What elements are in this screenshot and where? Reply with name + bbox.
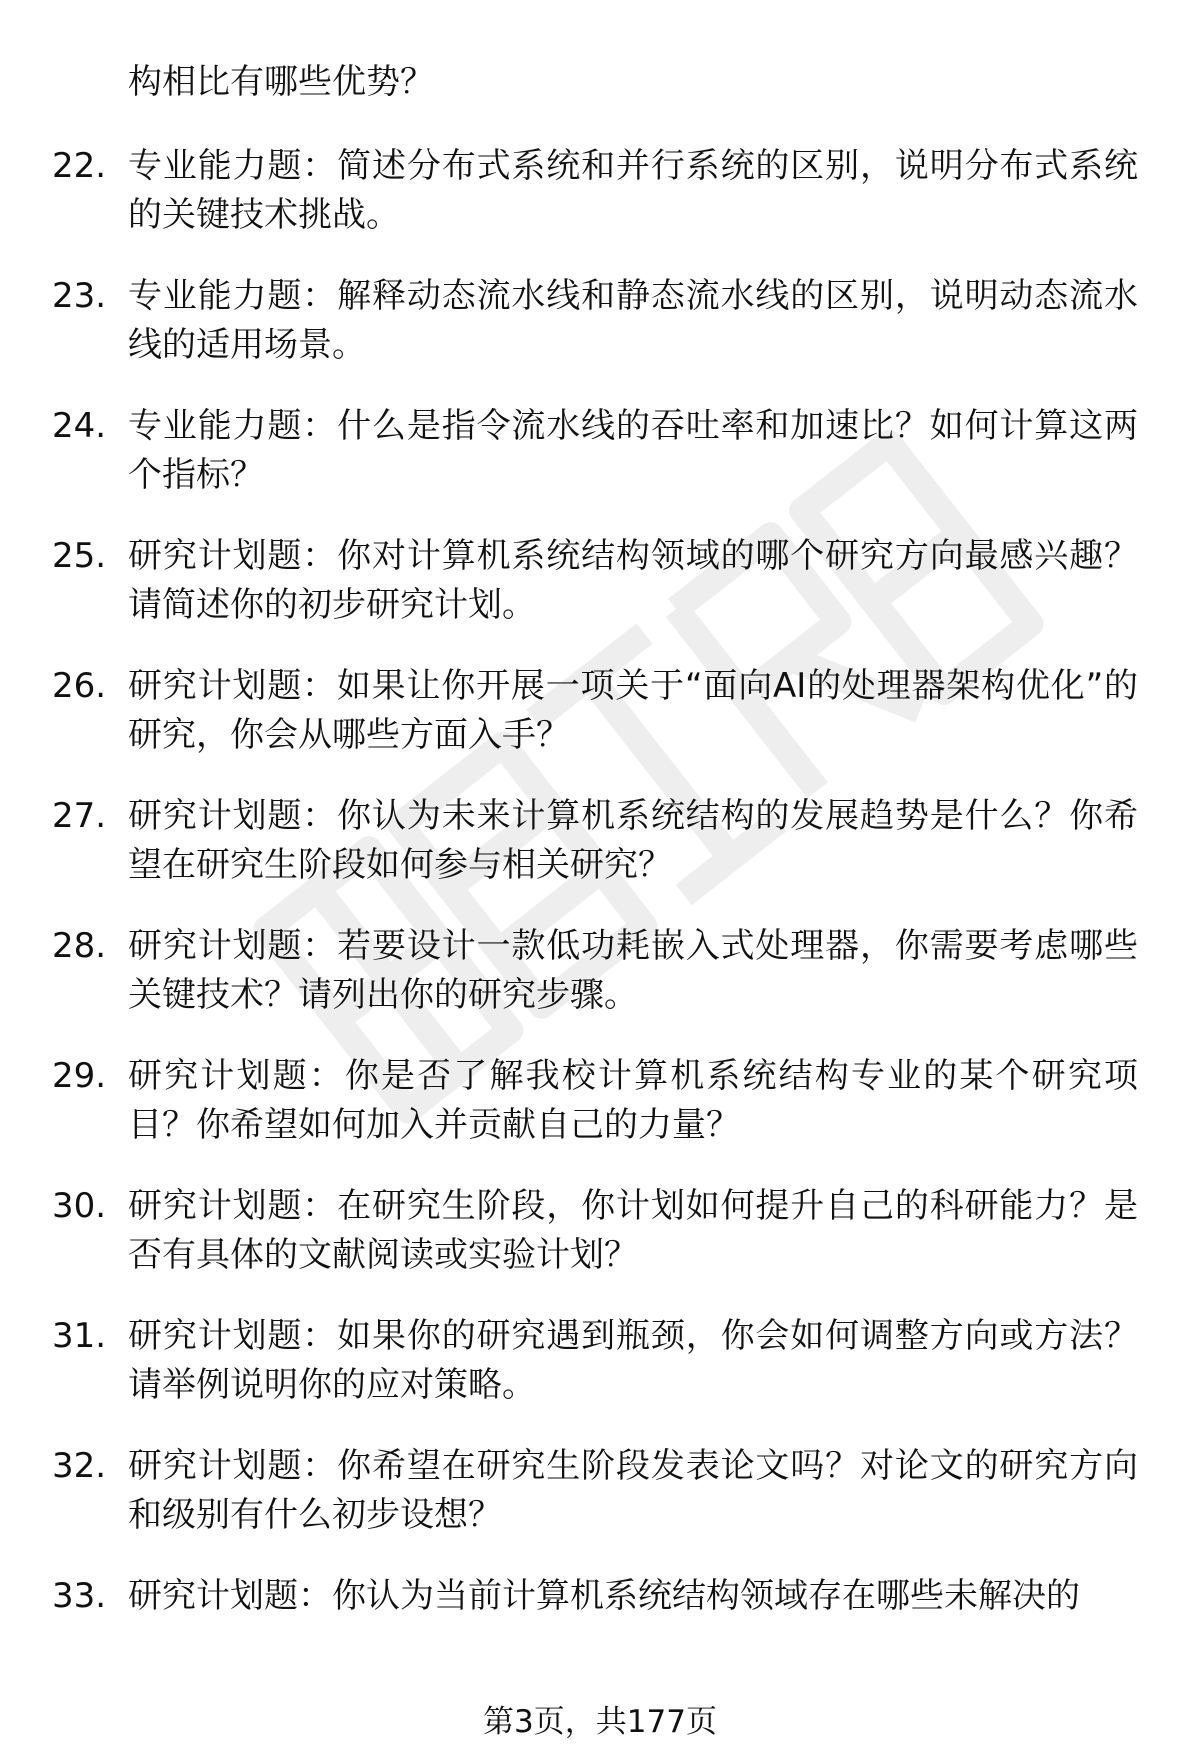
question-number: 28. <box>52 926 107 966</box>
question-item <box>0 662 1200 760</box>
question-number: 32. <box>52 1446 107 1486</box>
question-text: 研究计划题：你对计算机系统结构领域的哪个研究方向最感兴趣？请简述你的初步研究计划。 <box>128 536 1138 625</box>
question-number: 26. <box>52 666 107 706</box>
question-number: 33. <box>52 1576 107 1616</box>
question-text: 研究计划题：你认为当前计算机系统结构领域存在哪些未解决的 <box>128 1576 1080 1616</box>
question-item <box>0 1572 1200 1621</box>
page-number-footer: 第3页，共177页 <box>483 1704 717 1740</box>
question-number: 30. <box>52 1186 107 1226</box>
question-item <box>0 532 1200 630</box>
question-text: 专业能力题：解释动态流水线和静态流水线的区别，说明动态流水线的适用场景。 <box>128 276 1138 365</box>
question-text: 研究计划题：在研究生阶段，你计划如何提升自己的科研能力？是否有具体的文献阅读或实验计划？ <box>128 1186 1138 1275</box>
continued-question-text: 构相比有哪些优势？ <box>128 62 434 102</box>
question-number: 22. <box>52 146 107 186</box>
question-number: 29. <box>52 1056 107 1096</box>
question-text: 研究计划题：若要设计一款低功耗嵌入式处理器，你需要考虑哪些关键技术？请列出你的研究步骤。 <box>128 926 1138 1015</box>
question-item <box>0 402 1200 500</box>
question-text: 专业能力题：什么是指令流水线的吞吐率和加速比？如何计算这两个指标？ <box>128 406 1138 495</box>
question-item <box>0 142 1200 240</box>
question-list <box>0 142 1200 1653</box>
question-item <box>0 1312 1200 1410</box>
question-text: 研究计划题：你认为未来计算机系统结构的发展趋势是什么？你希望在研究生阶段如何参与相关研究？ <box>128 796 1138 885</box>
question-number: 25. <box>52 536 107 576</box>
question-text: 专业能力题：简述分布式系统和并行系统的区别，说明分布式系统的关键技术挑战。 <box>128 146 1138 235</box>
question-text: 研究计划题：如果你的研究遇到瓶颈，你会如何调整方向或方法？请举例说明你的应对策略。 <box>128 1316 1138 1405</box>
question-text: 研究计划题：你希望在研究生阶段发表论文吗？对论文的研究方向和级别有什么初步设想？ <box>128 1446 1138 1535</box>
question-number: 31. <box>52 1316 107 1356</box>
question-item <box>0 272 1200 370</box>
question-item <box>0 922 1200 1020</box>
question-item <box>0 1442 1200 1540</box>
question-text: 研究计划题：你是否了解我校计算机系统结构专业的某个研究项目？你希望如何加入并贡献自己的力量？ <box>128 1056 1138 1145</box>
question-number: 27. <box>52 796 107 836</box>
question-item <box>0 792 1200 890</box>
question-text: 研究计划题：如果让你开展一项关于“面向AI的处理器架构优化”的研究，你会从哪些方面入手？ <box>128 666 1138 755</box>
question-number: 24. <box>52 406 107 446</box>
question-number: 23. <box>52 276 107 316</box>
question-item <box>0 1052 1200 1150</box>
question-item <box>0 1182 1200 1280</box>
